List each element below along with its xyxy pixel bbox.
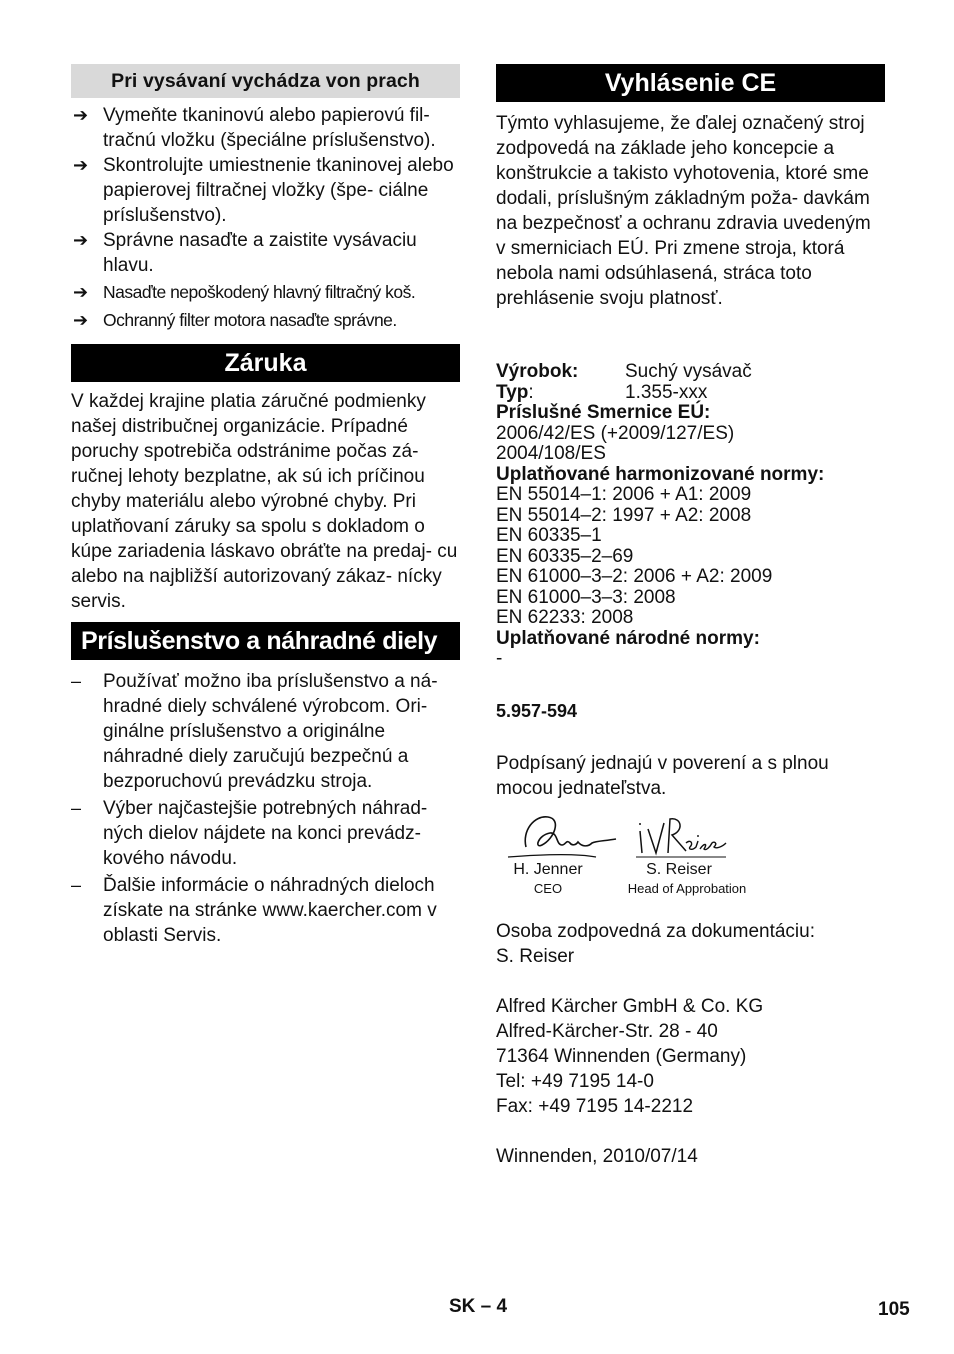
accessories-title: Príslušenstvo a náhradné diely	[71, 622, 460, 660]
product-row	[496, 362, 885, 383]
type-label-wrap	[496, 383, 625, 404]
footer-page-number: 105	[878, 1299, 910, 1320]
directive-item: 2004/108/ES	[496, 443, 606, 464]
arrow-right-icon: ➔	[73, 105, 89, 125]
signed-text: Podpísaný jednajú v poverení a s plnou mocou jednateľstva.	[496, 752, 829, 799]
accessories-list	[71, 669, 460, 948]
address-line: Alfred-Kärcher-Str. 28 - 40	[496, 1020, 718, 1042]
type-colon: :	[528, 381, 534, 403]
doc-responsible-label: Osoba zodpovedná za dokumentáciu:	[496, 920, 815, 942]
accessories-item: – Ďalšie informácie o náhradných dieloch získate na stránke www.kaercher.com v oblasti Servis.	[71, 875, 437, 946]
warranty-text: V každej krajine platia záručné podmienky našej distribučnej organizácie. Prípadné poruchy spotrebiča odstránime počas zá- ručnej lehoty bezplatne, ak sú ich príčinou chyby materiálu alebo výrobné chyby. Pri uplatňovaní záruky sa spolu s dokladom o kúpe zariadenia láskavo obráťte na predaj- cu alebo na najbližší autorizovaný zákaz- nícky servis.	[71, 391, 458, 612]
harmonized-label: Uplatňované harmonizované normy:	[496, 463, 825, 485]
arrow-right-icon: ➔	[73, 155, 89, 175]
signer-role: Head of Approbation	[627, 880, 747, 896]
warranty-title: Záruka	[71, 344, 460, 382]
signature-reiser-image	[634, 813, 730, 859]
accessories-item: – Výber najčastejšie potrebných náhrad- ných dielov nájdete na konci prevádz- kového návodu.	[71, 798, 428, 869]
harmonized-item: EN 55014–1: 2006 + A1: 2009	[496, 484, 752, 505]
harmonized-item: EN 61000–3–3: 2008	[496, 586, 676, 608]
directive-item: 2006/42/ES (+2009/127/ES)	[496, 422, 735, 444]
doc-responsible-name: S. Reiser	[496, 945, 575, 967]
footer-language-page: SK – 4	[449, 1296, 508, 1317]
dust-step: ➔ Správne nasaďte a zaistite vysávaciu hlavu.	[73, 230, 417, 276]
arrow-right-icon: ➔	[73, 310, 88, 330]
signer-role: CEO	[533, 880, 563, 896]
signer-name: H. Jenner	[513, 860, 583, 878]
address-line: 71364 Winnenden (Germany)	[496, 1045, 747, 1067]
dash-bullet-icon: –	[71, 875, 82, 895]
product-info	[496, 362, 885, 670]
company-address	[496, 994, 885, 1119]
harmonized-item: EN 55014–2: 1997 + A2: 2008	[496, 504, 752, 526]
product-label: Výrobok:	[496, 361, 579, 382]
address-line: Alfred Kärcher GmbH & Co. KG	[496, 995, 764, 1017]
national-label: Uplatňované národné normy:	[496, 627, 760, 649]
signatures-block	[496, 811, 885, 909]
harmonized-item: EN 61000–3–2: 2006 + A2: 2009	[496, 566, 773, 587]
place-date: Winnenden, 2010/07/14	[496, 1145, 698, 1167]
accessories-item: – Používať možno iba príslušenstvo a ná- hradné diely schválené výrobcom. Ori- ginálne príslušenstvo a originálne náhradné diely zaručujú bezpečnú a bezporuchovú prevádzku stroja.	[71, 671, 438, 792]
type-label: Typ	[496, 381, 529, 403]
doc-number: 5.957-594	[496, 700, 578, 721]
harmonized-item: EN 60335–2–69	[496, 545, 634, 567]
dust-step: ➔ Skontrolujte umiestnenie tkaninovej alebo papierovej filtračnej vložky (špe- ciálne príslušenstvo).	[73, 155, 454, 226]
right-column	[496, 64, 885, 1169]
dust-steps-list	[71, 103, 460, 333]
dust-step: ➔ Ochranný filter motora nasaďte správne.	[71, 308, 460, 333]
dash-bullet-icon: –	[71, 671, 82, 691]
harmonized-item: EN 60335–1	[496, 525, 602, 546]
product-value: Suchý vysávač	[625, 361, 752, 382]
ce-title: Vyhlásenie CE	[496, 64, 885, 102]
harmonized-item: EN 62233: 2008	[496, 607, 634, 628]
dust-step: ➔ Vymeňte tkaninovú alebo papierovú fil- tračnú vložku (špeciálne príslušenstvo).	[73, 105, 436, 151]
left-column	[71, 64, 460, 948]
national-value: -	[496, 648, 503, 669]
signer-name: S. Reiser	[646, 860, 712, 878]
type-row	[496, 383, 885, 404]
arrow-right-icon: ➔	[73, 282, 88, 302]
dust-step: ➔ Nasaďte nepoškodený hlavný filtračný koš.	[71, 280, 460, 305]
arrow-right-icon: ➔	[73, 230, 89, 250]
ce-intro: Týmto vyhlasujeme, že ďalej označený stroj zodpovedá na základe jeho koncepcie a konštrukcie a takisto vyhotovenia, ktoré sme dodali, príslušným základným poža- davkám na bezpečnosť a ochranu zdravia uvedeným v smerniciach EÚ. Pri zmene stroja, ktorá nebola nami odsúhlasená, stráca toto prehlásenie svoju platnosť.	[496, 113, 871, 309]
directives-label: Príslušné Smernice EÚ:	[496, 402, 711, 423]
signature-jenner-image	[504, 811, 624, 863]
address-line: Tel: +49 7195 14-0	[496, 1070, 654, 1092]
type-value: 1.355-xxx	[625, 381, 708, 403]
address-line: Fax: +49 7195 14-2212	[496, 1095, 694, 1117]
dash-bullet-icon: –	[71, 798, 82, 818]
dust-section-title: Pri vysávaní vychádza von prach	[71, 64, 460, 98]
